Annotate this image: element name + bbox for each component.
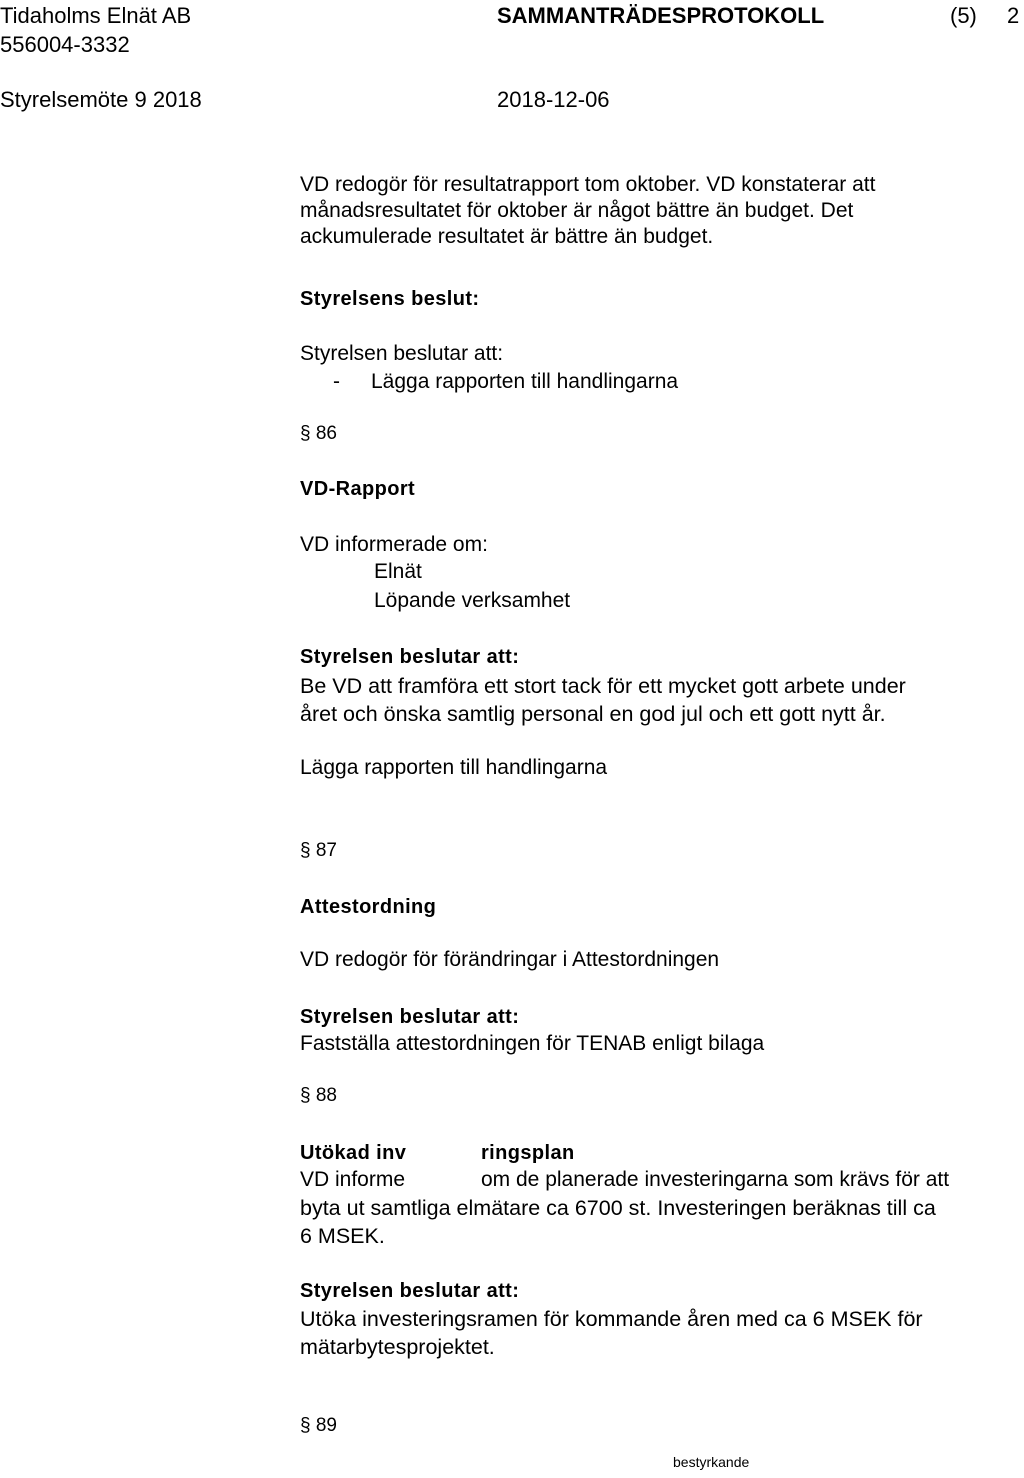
section-87-title: Attestordning: [300, 896, 437, 918]
decision-lead: Styrelsen beslutar att:: [300, 342, 504, 365]
decision-line: Utöka investeringsramen för kommande åren med ca 6 MSEK för: [300, 1307, 923, 1331]
bullet-marker: -: [333, 370, 340, 393]
section-86-decision-heading: Styrelsen beslutar att:: [300, 646, 520, 668]
section-87-number: § 87: [300, 840, 337, 861]
section-88-line-part: VD informe: [300, 1168, 406, 1191]
section-88-number: § 88: [300, 1085, 337, 1106]
section-87-text: VD redogör för förändringar i Attestordningen: [300, 948, 720, 971]
decision-line: Be VD att framföra ett stort tack för ett mycket gott arbete under: [300, 674, 906, 698]
decision-bullet: Lägga rapporten till handlingarna: [371, 370, 679, 393]
section-87-decision: Fastställa attestordningen för TENAB enligt bilaga: [300, 1032, 765, 1055]
intro-paragraph: [300, 172, 1000, 250]
decision-line: mätarbytesprojektet.: [300, 1335, 495, 1359]
section-86-decision: [300, 672, 1000, 728]
section-88-line-part: om de planerade investeringarna som krävs för att: [481, 1168, 950, 1191]
company-name: Tidaholms Elnät AB: [0, 3, 192, 28]
section-86-lead: VD informerade om:: [300, 533, 488, 556]
section-88-text: [300, 1194, 1020, 1250]
section-88-title-part: ringsplan: [481, 1142, 575, 1164]
section-86-number: § 86: [300, 423, 337, 444]
intro-line: månadsresultatet för oktober är något bättre än budget. Det: [300, 199, 854, 222]
section-88-line: 6 MSEK.: [300, 1224, 385, 1248]
meeting-label: Styrelsemöte 9 2018: [0, 87, 202, 112]
section-86-item: Elnät: [374, 560, 422, 583]
intro-line: VD redogör för resultatrapport tom oktober. VD konstaterar att: [300, 173, 876, 196]
section-88-line: byta ut samtliga elmätare ca 6700 st. Investeringen beräknas till ca: [300, 1196, 936, 1220]
page-number: (5): [950, 3, 977, 28]
section-86-title: VD-Rapport: [300, 478, 416, 500]
section-88-decision-heading: Styrelsen beslutar att:: [300, 1280, 520, 1302]
intro-line: ackumulerade resultatet är bättre än budget.: [300, 225, 714, 248]
board-decision-heading: Styrelsens beslut:: [300, 288, 480, 310]
section-86-followup: Lägga rapporten till handlingarna: [300, 756, 608, 779]
section-86-item: Löpande verksamhet: [374, 589, 571, 612]
page-number-fragment: 2: [1007, 3, 1020, 28]
section-88-title-part: Utökad inv: [300, 1142, 407, 1164]
document-type: SAMMANTRÄDESPROTOKOLL: [497, 3, 825, 28]
org-number: 556004-3332: [0, 32, 130, 57]
meeting-date: 2018-12-06: [497, 87, 610, 112]
certification-stamp: bestyrkande: [673, 1454, 750, 1470]
decision-line: året och önska samtlig personal en god jul och ett gott nytt år.: [300, 702, 886, 726]
section-88-decision: [300, 1305, 1020, 1361]
section-89-number: § 89: [300, 1415, 337, 1436]
section-87-decision-heading: Styrelsen beslutar att:: [300, 1006, 520, 1028]
